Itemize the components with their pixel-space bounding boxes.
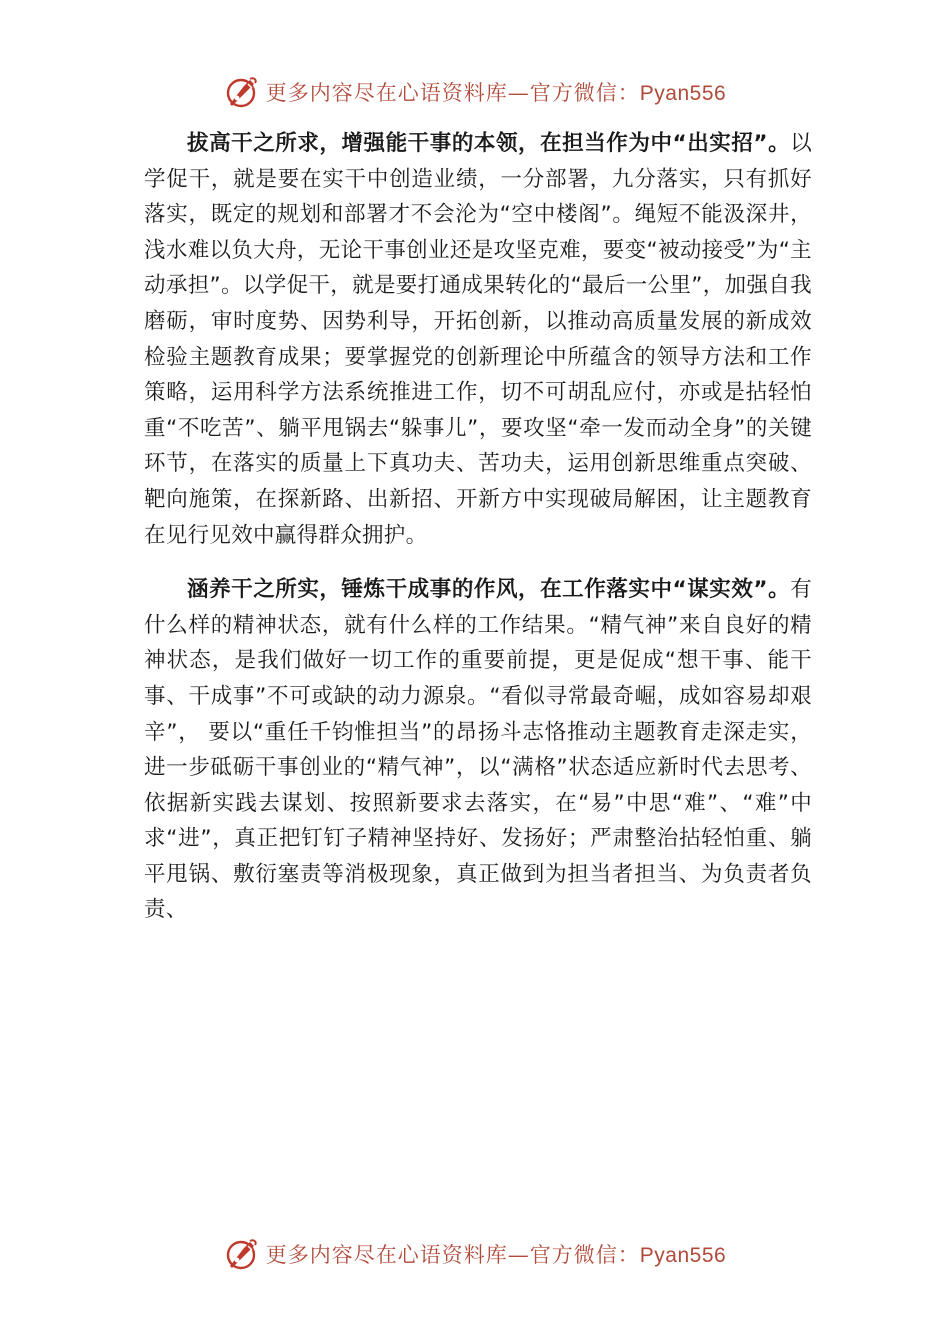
- header-banner: [0, 70, 950, 114]
- footer-wechat-id: Pyan556: [639, 1244, 727, 1267]
- paragraph-2-heading: 涵养干之所实，锤炼干成事的作风，在工作落实中“谋实效”。: [187, 577, 791, 603]
- paragraph-1: [144, 126, 812, 553]
- header-banner-inner: [224, 74, 726, 110]
- footer-banner: [0, 1232, 950, 1276]
- pen-logo-icon: [224, 74, 260, 110]
- footer-banner-inner: [224, 1236, 726, 1272]
- pen-logo-icon: [224, 1236, 260, 1272]
- header-banner-text: 更多内容尽在心语资料库—官方微信：Pyan556: [265, 81, 727, 105]
- paragraph-2-text: 有什么样的精神状态，就有什么样的工作结果。“精气神”来自良好的精神状态，是我们做好一切工作的重要前提，更是促成“想干事、能干事、干成事”不可或缺的动力源泉。“看似寻常最奇崛，成如容易却艰辛”， 要以“重任千钧惟担当”的昂扬斗志恪推动主题教育走深走实，进一步砥砺干事创业的“精气神”，以“满格”状态适应新时代去思考、依据新实践去谋划、按照新要求去落实，在“易”中思“难”、“难”中求“进”，真正把钉钉子精神坚持好、发扬好；严肃整治拈轻怕重、躺平甩锅、敷衍塞责等消极现象，真正做到为担当者担当、为负责者负责、: [144, 577, 812, 923]
- paragraph-1-text: 以学促干，就是要在实干中创造业绩，一分部署，九分落实，只有抓好落实，既定的规划和部署才不会沦为“空中楼阁”。绳短不能汲深井，浅水难以负大舟，无论干事创业还是攻坚克难，要变“被动接受”为“主动承担”。以学促干，就是要打通成果转化的“最后一公里”，加强自我磨砺，审时度势、因势利导，开拓创新，以推动高质量发展的新成效检验主题教育成果；要掌握党的创新理论中所蕴含的领导方法和工作策略，运用科学方法系统推进工作，切不可胡乱应付，亦或是拈轻怕重“不吃苦”、躺平甩锅去“躲事儿”，要攻坚“牵一发而动全身”的关键环节，在落实的质量上下真功夫、苦功夫，运用创新思维重点突破、靶向施策，在探新路、出新招、开新方中实现破局解困，让主题教育在见行见效中赢得群众拥护。: [144, 131, 812, 548]
- paragraph-2: [144, 572, 812, 928]
- paragraph-1-heading: 拔高干之所求，增强能干事的本领，在担当作为中“出实招”。: [187, 131, 791, 156]
- footer-banner-text: 更多内容尽在心语资料库—官方微信：Pyan556: [265, 1243, 727, 1267]
- header-wechat-id: Pyan556: [639, 82, 727, 105]
- document-body: [144, 126, 812, 928]
